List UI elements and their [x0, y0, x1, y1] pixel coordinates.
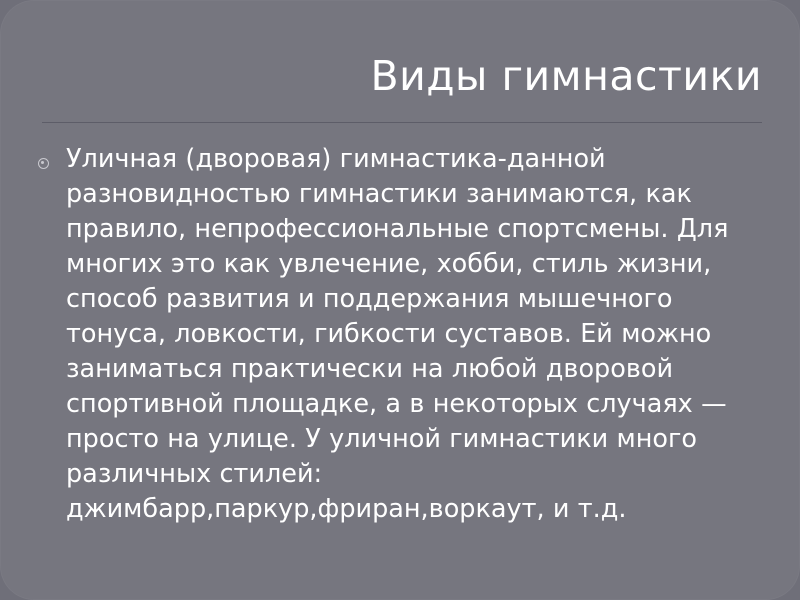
bullet-list-item: [38, 142, 766, 527]
ring-bullet-icon: [38, 158, 49, 169]
slide-title: Виды гимнастики: [370, 52, 762, 100]
bullet-text: Уличная (дворовая) гимнастика-данной разновидностью гимнастики занимаются, как правило, непрофессиональные спортсмены. Для многих это как увлечение, хобби, стиль жизни, способ развития и поддержания мышечного тонуса, ловкости, гибкости суставов. Ей можно заниматься практически на любой дворовой спортивной площадке, а в некоторых случаях — просто на улице. У уличной гимнастики много различных стилей: джимбарр,паркур,фриран,воркаут, и т.д.: [66, 144, 729, 524]
title-divider: [42, 122, 762, 123]
slide-body: [38, 142, 766, 527]
bullet-marker: [38, 142, 66, 173]
